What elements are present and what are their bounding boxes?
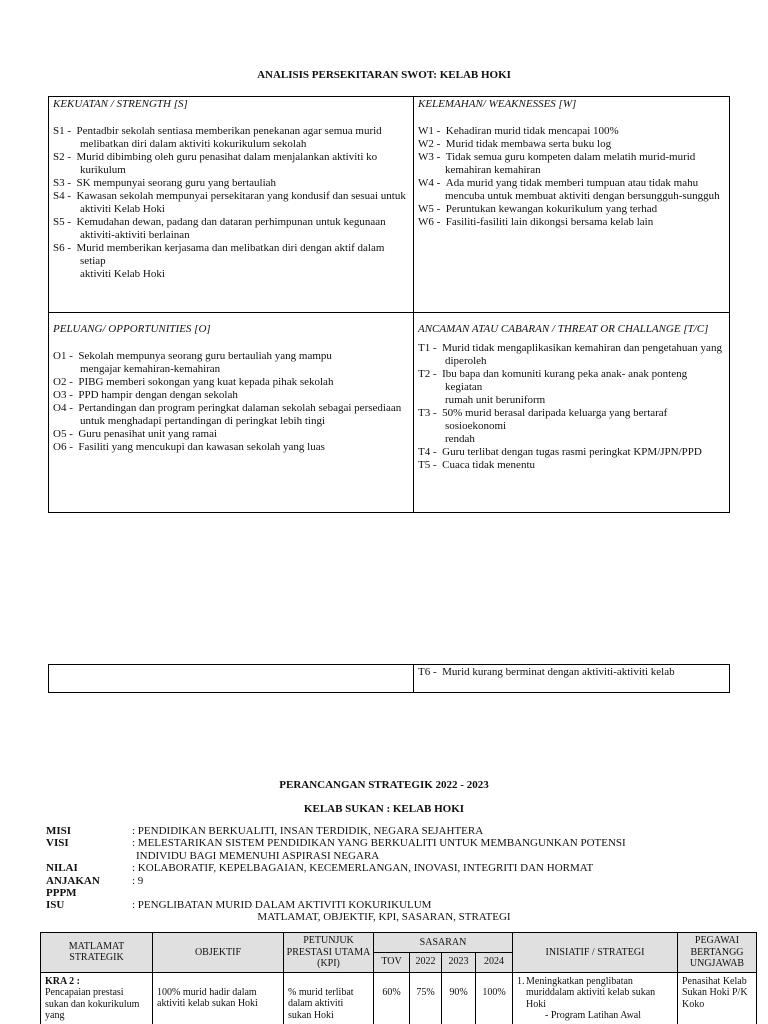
list-item (53, 125, 409, 138)
item-code: O1 - (53, 350, 73, 362)
list-item (53, 190, 409, 203)
threat-list (418, 342, 725, 472)
matlamat-text: Pencapaian prestasi sukan dan kokurikulum yang (45, 987, 140, 1021)
list-item (53, 402, 409, 415)
item-code: T4 - (418, 446, 437, 458)
header-2022: 2022 (410, 952, 442, 972)
list-item (53, 441, 409, 454)
list-item (418, 368, 725, 394)
list-item (418, 342, 725, 355)
item-text: PIBG memberi sokongan yang kuat kepada pihak sekolah (78, 376, 334, 388)
item-text: Pertandingan dan program peringkat dalaman sekolah sebagai persediaan (78, 402, 402, 414)
weakness-heading: KELEMAHAN/ WEAKNESSES [W] (418, 98, 577, 110)
item-code: W5 - (418, 203, 441, 215)
header-matlamat: MATLAMAT STRATEGIK (41, 933, 153, 973)
list-item (418, 151, 725, 164)
item-continuation: aktiviti Kelab Hoki (80, 268, 165, 280)
item-text: Murid tidak mengaplikasikan kemahiran dan pengetahuan yang (442, 342, 722, 354)
item-text: Murid dibimbing oleh guru penasihat dalam menjalankan aktiviti ko (76, 151, 378, 163)
strength-list (53, 125, 409, 281)
cell-2022: 75% (410, 972, 442, 1024)
item-text: Sekolah mempunya seorang guru bertauliah yang mampu (78, 350, 332, 362)
item-code: O2 - (53, 376, 73, 388)
meta-row-isu: ISU : PENGLIBATAN MURID DALAM AKTIVITI KOKURIKULUM (46, 899, 432, 912)
item-code: S4 - (53, 190, 72, 202)
kra-label: KRA 2 : (45, 975, 80, 987)
inisiatif-sub: - Program Latihan Awal (545, 1010, 642, 1021)
item-text: Kehadiran murid tidak mencapai 100% (445, 125, 619, 137)
item-code: O6 - (53, 441, 73, 453)
item-text: Murid tidak membawa serta buku log (445, 138, 612, 150)
list-item (53, 242, 409, 268)
list-item (53, 177, 409, 190)
cell-tov: 60% (374, 972, 410, 1024)
item-code: T5 - (418, 459, 437, 471)
opportunity-heading: PELUANG/ OPPORTUNITIES [O] (53, 323, 211, 335)
threat-item-t6 (418, 666, 725, 679)
item-code: S2 - (53, 151, 72, 163)
item-code: W3 - (418, 151, 441, 163)
item-text: Peruntukan kewangan kokurikulum yang terhad (445, 203, 658, 215)
item-continuation: mencuba untuk membuat aktiviti dengan bersungguh-sungguh (445, 190, 720, 202)
cell-kpi: % murid terlibat dalam aktiviti sukan Hoki (284, 972, 374, 1024)
empty-cell (49, 665, 414, 693)
swot-table (48, 96, 730, 513)
meta-row-anjakan: ANJAKAN PPPM : 9 (46, 874, 144, 900)
cell-objektif: 100% murid hadir dalam aktiviti kelab sukan Hoki (153, 972, 284, 1024)
list-item (418, 125, 725, 138)
header-sasaran: SASARAN (374, 933, 513, 953)
item-text: Ada murid yang tidak memberi tumpuan atau tidak mahu (445, 177, 699, 189)
list-item (418, 177, 725, 190)
list-item (53, 428, 409, 441)
table-row (41, 972, 757, 1024)
cell-2023: 90% (442, 972, 476, 1024)
item-continuation: diperoleh (445, 355, 487, 367)
item-text: Fasiliti-fasiliti lain dikongsi bersama kelab lain (445, 216, 654, 228)
item-code: O3 - (53, 389, 73, 401)
list-item (53, 350, 409, 363)
item-code: S3 - (53, 177, 72, 189)
cell-inisiatif (513, 972, 678, 1024)
item-code: W6 - (418, 216, 441, 228)
list-item (53, 389, 409, 402)
item-continuation: kemahiran kemahiran (445, 164, 541, 176)
item-code: S5 - (53, 216, 72, 228)
item-text: Cuaca tidak menentu (442, 459, 535, 471)
item-text: Murid memberikan kerjasama dan melibatkan diri dengan aktif dalam setiap (76, 242, 385, 267)
header-inisiatif: INISIATIF / STRATEGI (513, 933, 678, 973)
inisiatif-number: 1. (517, 975, 525, 987)
item-continuation: rendah (445, 433, 475, 445)
item-text: PPD hampir dengan dengan sekolah (78, 389, 238, 401)
header-2024: 2024 (476, 952, 513, 972)
meta-row-misi: MISI : PENDIDIKAN BERKUALITI, INSAN TERDIDIK, NEGARA SEJAHTERA (46, 825, 484, 837)
list-item (418, 138, 725, 151)
item-continuation: kurikulum (80, 164, 126, 176)
item-text: Fasiliti yang mencukupi dan kawasan sekolah yang luas (78, 441, 325, 453)
strength-heading: KEKUATAN / STRENGTH [S] (53, 98, 188, 110)
inisiatif-text: Meningkatkan penglibatan muriddalam aktiviti kelab sukan Hoki (526, 975, 656, 1010)
header-2023: 2023 (442, 952, 476, 972)
weakness-cell (414, 97, 730, 313)
club-title: KELAB SUKAN : KELAB HOKI (303, 803, 465, 815)
list-item (418, 216, 725, 229)
meta-row-visi-cont: INDIVIDU BAGI MEMENUHI ASPIRASI NEGARA (136, 849, 380, 862)
item-continuation: rumah unit beruniform (445, 394, 546, 406)
plan-subtitle: MATLAMAT, OBJEKTIF, KPI, SASARAN, STRATEGI (257, 911, 511, 923)
item-text: SK mempunyai seorang guru yang bertauliah (76, 177, 277, 189)
threat-continuation-table (48, 664, 730, 693)
list-item (418, 446, 725, 459)
item-code: S6 - (53, 242, 72, 254)
opportunity-cell (49, 313, 414, 513)
cell-2024: 100% (476, 972, 513, 1024)
item-text: Pentadbir sekolah sentiasa memberikan penekanan agar semua murid (76, 125, 382, 137)
item-code: W1 - (418, 125, 441, 137)
item-code: T6 - (418, 666, 437, 678)
list-item (418, 203, 725, 216)
item-continuation: aktiviti Kelab Hoki (80, 203, 165, 215)
item-code: T2 - (418, 368, 437, 380)
list-item (53, 376, 409, 389)
threat-cell (414, 313, 730, 513)
item-code: O5 - (53, 428, 73, 440)
weakness-list (418, 125, 725, 229)
list-item (418, 407, 725, 433)
item-text: Kemudahan dewan, padang dan dataran perhimpunan untuk kegunaan (76, 216, 386, 228)
threat-heading: ANCAMAN ATAU CABARAN / THREAT OR CHALLANGE [T/C] (418, 323, 709, 335)
strength-cell (49, 97, 414, 313)
item-continuation: mengajar kemahiran-kemahiran (80, 363, 221, 375)
cell-matlamat (41, 972, 153, 1024)
meta-row-visi: VISI : MELESTARIKAN SISTEM PENDIDIKAN YANG BERKUALITI UNTUK MEMBANGUNKAN POTENSI (46, 837, 626, 850)
list-item (53, 216, 409, 229)
meta-block (46, 825, 692, 912)
item-code: W4 - (418, 177, 441, 189)
list-item (418, 459, 725, 472)
item-continuation: aktiviti-aktiviti berlainan (80, 229, 190, 241)
meta-row-nilai: NILAI : KOLABORATIF, KEPELBAGAIAN, KECEMERLANGAN, INOVASI, INTEGRITI DAN HORMAT (46, 862, 594, 875)
item-text: Guru terlibat dengan tugas rasmi peringkat KPM/JPN/PPD (442, 446, 702, 458)
header-kpi: PETUNJUK PRESTASI UTAMA (KPI) (284, 933, 374, 973)
item-text: Guru penasihat unit yang ramai (78, 428, 218, 440)
item-code: S1 - (53, 125, 72, 137)
list-item (53, 151, 409, 164)
item-code: O4 - (53, 402, 73, 414)
header-pegawai: PEGAWAI BERTANGG UNGJAWAB (678, 933, 757, 973)
threat-t6-cell (414, 665, 730, 693)
opportunity-list (53, 350, 409, 454)
item-code: T3 - (418, 407, 437, 419)
cell-pegawai: Penasihat Kelab Sukan Hoki P/K Koko (678, 972, 757, 1024)
item-code: T1 - (418, 342, 437, 354)
header-objektif: OBJEKTIF (153, 933, 284, 973)
item-text: Ibu bapa dan komuniti kurang peka anak- anak ponteng kegiatan (442, 368, 688, 393)
plan-title: PERANCANGAN STRATEGIK 2022 - 2023 (279, 779, 489, 791)
item-text: Murid kurang berminat dengan aktiviti-aktiviti kelab (442, 666, 675, 678)
item-continuation: untuk menghadapi pertandingan di peringkat lebih tingi (80, 415, 325, 427)
item-text: 50% murid berasal daripada keluarga yang bertaraf sosioekonomi (442, 407, 668, 432)
item-text: Tidak semua guru kompeten dalam melatih murid-murid (445, 151, 696, 163)
strategy-table (40, 932, 757, 1024)
header-tov: TOV (374, 952, 410, 972)
item-code: W2 - (418, 138, 441, 150)
item-continuation: melibatkan diri dalam aktiviti kokurikulum sekolah (80, 138, 307, 150)
item-text: Kawasan sekolah mempunyai persekitaran yang kondusif dan sesuai untuk (76, 190, 406, 202)
swot-title: ANALISIS PERSEKITARAN SWOT: KELAB HOKI (257, 69, 511, 81)
